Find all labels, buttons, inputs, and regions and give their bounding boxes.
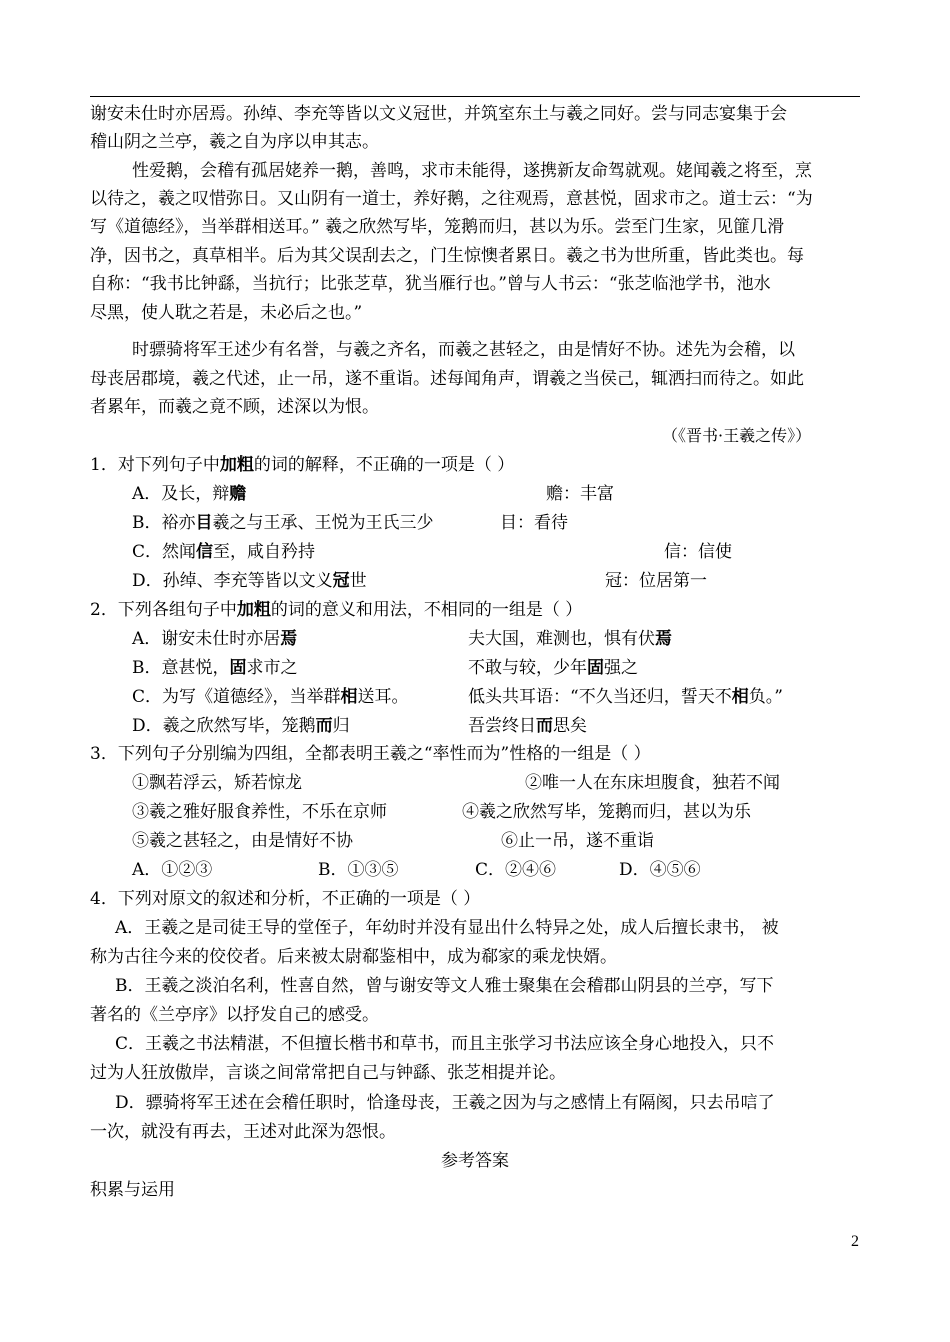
q2-option-c-left: C．为写《道德经》，当举群相送耳。	[132, 687, 409, 707]
q1-option-d: D．孙绰、李充等皆以文义冠世	[132, 571, 367, 591]
q4-option-d-line: 一次，就没有再去，王述对此深为怨恨。	[90, 1122, 396, 1142]
q2-option-d-right: 吾尝终日而思矣	[468, 716, 587, 736]
q4-stem: 4．下列对原文的叙述和分析，不正确的一项是（ ）	[90, 889, 481, 909]
passage-line: 时骠骑将军王述少有名誉，与羲之齐名，而羲之甚轻之，由是情好不协。述先为会稽，以	[132, 340, 795, 360]
q2-option-d-left: D．羲之欣然写毕，笼鹅而归	[132, 716, 350, 736]
q3-sentence-4: ④羲之欣然写毕，笼鹅而归，甚以为乐	[462, 802, 751, 822]
q4-option-b-line: B．王羲之淡泊名利，性喜自然，曾与谢安等文人雅士聚集在会稽郡山阴县的兰亭，写下	[115, 976, 774, 996]
passage-line: 以待之，羲之叹惜弥日。又山阴有一道士，养好鹅，之往观焉，意甚悦，固求市之。道士云：“为	[90, 189, 813, 209]
q3-option-d: D．④⑤⑥	[619, 860, 701, 880]
q3-option-c: C．②④⑥	[475, 860, 557, 880]
q3-stem: 3．下列句子分别编为四组，全都表明王羲之“率性而为”性格的一组是（ ）	[90, 744, 651, 764]
answers-section-title: 积累与运用	[90, 1180, 175, 1200]
q1-option-b-explanation: 目：看待	[500, 513, 568, 533]
q2-option-c-right: 低头共耳语：“不久当还归，誓天不相负。”	[468, 687, 783, 707]
q2-option-b-right: 不敢与较，少年固强之	[468, 658, 638, 678]
q1-option-d-explanation: 冠：位居第一	[605, 571, 707, 591]
q3-sentence-1: ①飘若浮云，矫若惊龙	[132, 773, 302, 793]
header-rule	[90, 96, 860, 97]
source-citation: （《晋书·王羲之传》）	[662, 426, 812, 445]
q4-option-d-line: D．骠骑将军王述在会稽任职时，恰逢母丧，王羲之因为与之感情上有隔阂，只去吊唁了	[115, 1093, 775, 1113]
q1-option-a: A．及长，辩赡	[132, 484, 247, 504]
q2-option-a-left: A．谢安未仕时亦居焉	[132, 629, 298, 649]
q4-option-c-line: 过为人狂放傲岸，言谈之间常常把自己与钟繇、张芝相提并论。	[90, 1063, 566, 1083]
q3-sentence-2: ②唯一人在东床坦腹食，独若不闻	[525, 773, 780, 793]
q2-option-b-left: B．意甚悦，固求市之	[132, 658, 298, 678]
q1-option-c-explanation: 信：信使	[664, 542, 732, 562]
q1-option-a-explanation: 赡：丰富	[546, 484, 614, 504]
passage-line: 母丧居郡境，羲之代述，止一吊，遂不重诣。述每闻角声，谓羲之当侯己，辄洒扫而待之。如此	[90, 369, 804, 389]
passage-line: 性爱鹅，会稽有孤居姥养一鹅，善鸣，求市未能得，遂携新友命驾就观。姥闻羲之将至，烹	[132, 161, 812, 181]
q4-option-c-line: C．王羲之书法精湛，不但擅长楷书和草书，而且主张学习书法应该全身心地投入，只不	[115, 1034, 775, 1054]
passage-line: 稽山阴之兰亭，羲之自为序以申其志。	[90, 132, 379, 152]
q2-option-a-right: 夫大国，难测也，惧有伏焉	[468, 629, 672, 649]
passage-line: 者累年，而羲之竟不顾，述深以为恨。	[90, 397, 379, 417]
q4-option-a-line: A．王羲之是司徒王导的堂侄子，年幼时并没有显出什么特异之处，成人后擅长隶书， 被	[115, 918, 779, 938]
q3-sentence-6: ⑥止一吊，遂不重诣	[501, 831, 654, 851]
q4-option-a-line: 称为古往今来的佼佼者。后来被太尉郗鉴相中，成为郗家的乘龙快婿。	[90, 947, 617, 967]
q3-sentence-5: ⑤羲之甚轻之，由是情好不协	[132, 831, 353, 851]
passage-line: 自称：“我书比钟繇，当抗行；比张芝草，犹当雁行也。”曾与人书云：“张芝临池学书，池水	[90, 274, 771, 294]
q4-option-b-line: 著名的《兰亭序》以抒发自己的感受。	[90, 1005, 379, 1025]
q1-option-c: C．然闻信至，咸自矜持	[132, 542, 316, 562]
q2-stem: 2．下列各组句子中加粗的词的意义和用法，不相同的一组是（ ）	[90, 600, 583, 620]
q3-option-b: B．①③⑤	[318, 860, 399, 880]
passage-line: 谢安未仕时亦居焉。孙绰、李充等皆以文义冠世，并筑室东土与羲之同好。尝与同志宴集于会	[90, 104, 787, 124]
passage-line: 写《道德经》，当举群相送耳。” 羲之欣然写毕，笼鹅而归，甚以为乐。尝至门生家，见篚几滑	[90, 217, 785, 237]
q3-option-a: A．①②③	[132, 860, 213, 880]
page-number: 2	[851, 1233, 859, 1250]
passage-line: 尽黑，使人耽之若是，未必后之也。”	[90, 303, 363, 323]
q1-stem: 1．对下列句子中加粗的词的解释，不正确的一项是（ ）	[90, 455, 515, 475]
q3-sentence-3: ③羲之雅好服食养性，不乐在京师	[132, 802, 387, 822]
passage-line: 净，因书之，真草相半。后为其父误刮去之，门生惊懊者累日。羲之书为世所重，皆此类也。每	[90, 246, 804, 266]
answers-heading: 参考答案	[441, 1151, 509, 1171]
q1-option-b: B．裕亦目羲之与王承、王悦为王氏三少	[132, 513, 434, 533]
